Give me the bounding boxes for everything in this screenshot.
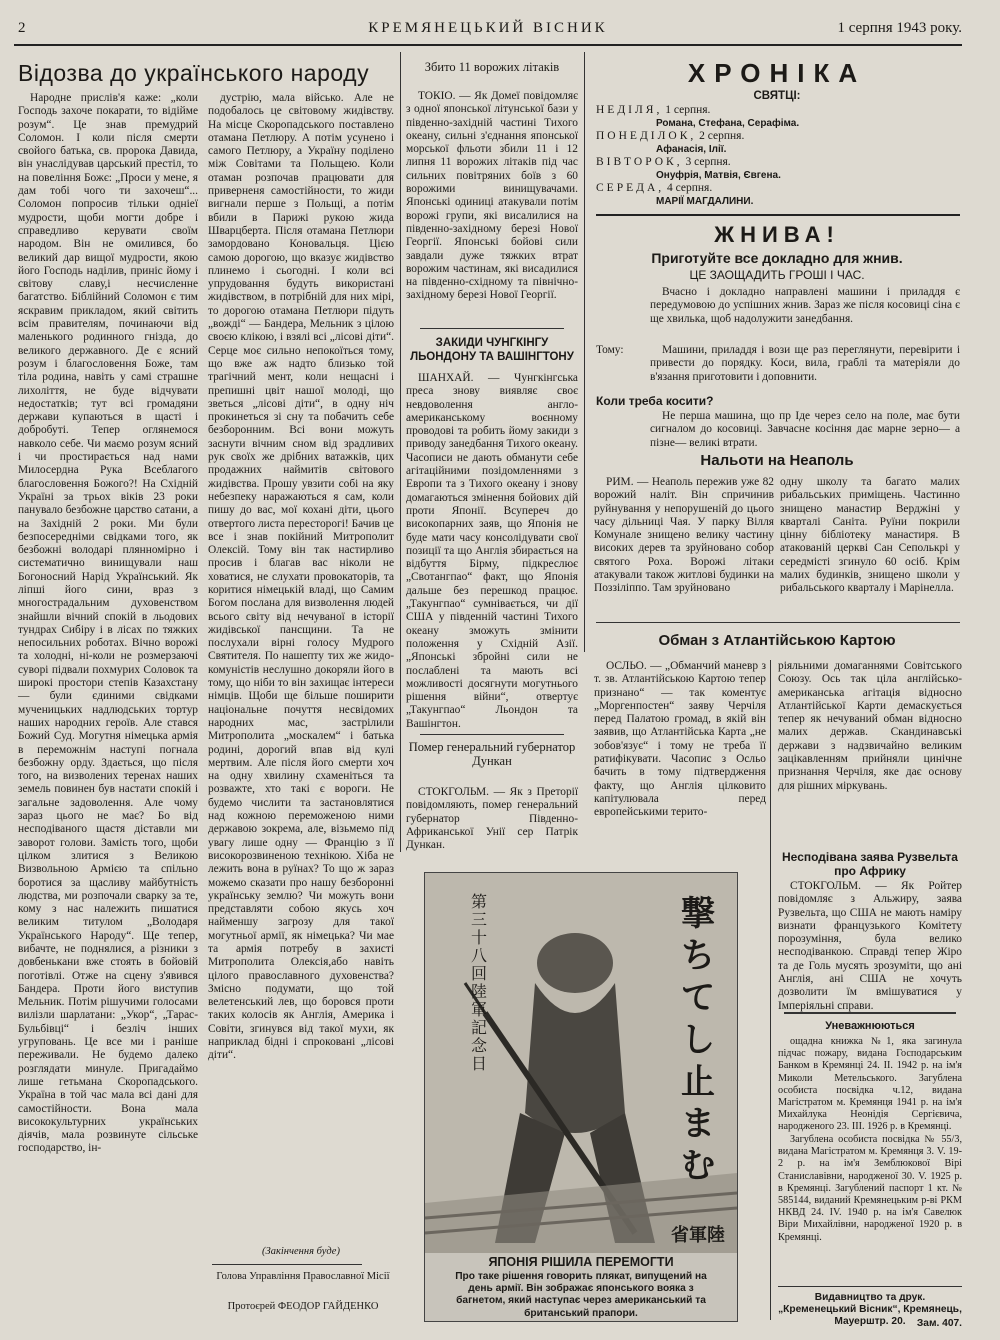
harvest-subtitle: Приготуйте все докладно для жнив. — [651, 250, 903, 266]
article-divider — [420, 734, 564, 735]
duncan-headline: Помер генеральний губернатор Дункан — [408, 740, 576, 768]
section-rule — [596, 214, 960, 216]
signature-title: Голова Управління Православної Місії — [216, 1271, 390, 1282]
naples-article-left: РИМ. — Неаполь пережив уже 82 ворожий наліт. Він спричинив руйнування у непорушеній до цього часу дільниці Чая. У парку Вілля Комунале знищено велику частину високих дерев та зруйновано собор святого Роха. Ворожі літаки атакували також житлові будинки на Поззіліппо. Там зруйновано — [594, 476, 774, 595]
duncan-article — [406, 786, 578, 856]
harvest-para-2: Машини, приладдя і вози ще раз переглянути, перевірити і привести до порядку. Коси, вила, граблі та матеріяли до в'язання приготовити і доповнити. — [650, 344, 960, 383]
article-divider — [420, 328, 564, 329]
masthead — [14, 14, 962, 46]
section-rule — [596, 622, 960, 623]
harvest-lead-label: Тому: — [596, 344, 624, 356]
saints-calendar: НЕДІЛЯ, 1 серпня. Романа, Стефана, Серафіма. ПОНЕДІЛОК, 2 серпня. Афанасія, Ілії. ВІВТОРОК, 3 серпня. Онуфрія, Матвія, Євгена. СЕРЕДА, 4 серпня. МАРІЇ МАГДАЛИНИ. — [596, 104, 962, 208]
harvest-para-1: Вчасно і докладно направлені машини і приладдя є передумовою до успішних жнив. Зараз же після косовиці сіна є ще хвилька, щоб надолужити занедбання. — [650, 286, 960, 325]
chungking-headline: ЗАКИДИ ЧУНГКІНГУ ЛЬОНДОНУ ТА ВАШІНГТОНУ — [410, 337, 574, 363]
section-rule — [784, 1012, 956, 1014]
poster-caption-text: Про таке рішення говорить плякат, випущений на день армії. Він зображає японського вояка з багнетом, який наступає через американський та британський прапори. — [455, 1271, 707, 1319]
tokyo-text: ТОКІО. — Як Домеї повідомляє з одної японської літунської бази у південно-західній частині Тихого океану, сильні з'єднання японської морської фльоти збили 11 і 12 липня 11 ворожих літаків під час сильних повітряних боїв з 60 ворожими винищувачами. Японські одиниці атакували потім ворожі групи, які висалилися на південно-західному березі Нової Георгії. Японські бойові сили завдали дуже тяжких втрат ворожим частинам, які висадилися на південно-східному та північно-західному березі Нової Георгії. — [406, 90, 578, 302]
page-number: 2 — [18, 20, 26, 36]
poster-caption-title: ЯПОНІЯ РІШИЛА ПЕРЕМОГТИ — [488, 1255, 674, 1269]
imprint: Видавництво та друк. „Кременецький Вісник“, Кремянець, Мауерштр. 20. — [778, 1292, 962, 1328]
chungking-article — [406, 372, 578, 732]
naples-article-right: одну школу та багато малих рибальських приміщень. Частинно знищено манастир Верджіні у кварталі Саніта. Руїни покрили цінну бібліотеку манастиря. В атакованій церкві Сан Сеполькрі у середмісті згинуло 60 осіб. Крім малих будинків, знищено школи у рибальського кварталу і Марінелла. — [780, 476, 960, 595]
issue-date: 1 серпня 1943 року. — [837, 20, 962, 36]
roosevelt-headline: Несподівана заява Рузвельта про Африку — [782, 850, 958, 878]
signature-rule — [212, 1264, 362, 1265]
appeal-text-1: Народне прислів'я каже: „коли Господь захоче покарати, то відійме розум“. Це знав премудрий Соломон. І коли після смерти свойого батька, св. пророка Давида, він унаслідував царський престіл, то на повеління Божє: „Проси у мене, я дам тобі чого ти захочеш“... Соломон попросив тільки одніеї мудрости, щоби могти добре і справедливо керувати своїм народом. Він не омилився, бо великий дар вищої мудрости, якою його Господь наділив, приніс йому і світову славу,і несчисленне багатство. Біблійний Соломон є тим яскравим прикладом, який світить всім правителям, починаючи від маленького родинного гнізда, до великого державного. Де є ясний розум і благословення Боже, там тіла родина, навіть у самі страшне лихоліття, не буде відчувати недостатків; тут всі громадяни держави купаються в щасті і добробуті. Тепер оглянемося навколо себе. Чи маємо розум ясний і чи простирається над нами Милосердна Рука Всеблагого благословення Божого?! На Східній Україні за трьох віків 23 роки панувало безбожне царство сатани, а на Західній 2 роки. Ми були безпосередніми свідками того, як безбожні володарі плянномірно і систематично винищували наш Богоносний Нарід Український. Як ліпші його сини, враз з многострадальним духовенством знайшли вічний спокій в льодових тундрах Сибіру і в лісах по тяжких непосильних роботах. Вічно ворожі та холодні, ні-коли не розмерзаючі суворі підвали похмурих Соловок та широкі простори степів Казахстану — були єдиними свідками мученицьких надлюдських тортур наших народних героїв. Але стався Божий Суд. Могутня німецька армія в переможнім наступі погнала безбожну орду. Здається, що після того, на визволених теренах наших земель повинен був настати спокій і загальне задоволення. Але чому зараз цього не має? Бо від несподіваного щастя діставли ми заворот голови. Замість того, щоби цілком злитися з Великою Визвольною Армією та спільно боротися за щасливу майбутність людства, ми розпочали сварку за те, кому з нас належить пишатися великим титулом „Володаря Українського Народу“. Ще тепер, вибачте, не поднялися, а різники з довбенькани вже стоять в бойовій поготівлі. Отже на сцену з'явився Бандера. Проти його виступив Мельник. Потім рішучими голосами вилізли шарлатани: „Укор“, „Тарас-Бульбівці“ і безліч інших угруповань. Це все ми і раніше переживали. Не будемо далеко розглядати минуле. Пригадаймо лише гетьмана Скоропадського. Україна в той час мала всі дані для самостійности. Вона мала висококультурних українських діячів, мала розвинуте сільське господарство, ін- — [18, 92, 198, 1155]
saint-day-entry: ПОНЕДІЛОК, 2 серпня. — [596, 130, 745, 142]
print-order: Зам. 407. — [916, 1318, 962, 1329]
poster-jp-bottom: 省軍陸 — [671, 1225, 725, 1246]
roosevelt-article: СТОКГОЛЬМ. — Як Ройтер повідомляє з Альжиру, заява Рузвельта, що США не мають наміру визнати французького Комітету порозуміння, була велико несподіванкою. Справді тепер Жіро та де Голь мусять зрозуміти, що ані Англія, ані США не хочуть дозволити їм вмішуватися у Імперіяльні справи. — [778, 880, 962, 1012]
notice-text-2: Загублена особиста посвідка № 55/3, видана Магістратом м. Кремянця 3. V. 19-2 р. на ім'я Земблюкової Вірі Станиславівни, народженої 30. V. 1925 р. в Кремянці. Загублений паспорт 1 кт. № 585144, виданий Кремянецьким р-ві РКМ НКВД 24. IV. 1940 р. на ім'я Савелюк Віри Михайлівни, народженої 1920 р. в Кремянці. — [778, 1134, 962, 1243]
signature-name: Протоєрей ФЕОДОР ГАЙДЕНКО — [227, 1301, 379, 1312]
harvest-question: Коли треба косити? — [596, 394, 714, 408]
duncan-text: СТОКГОЛЬМ. — Як з Преторії повідомляють, помер генеральний губернатор Південно-Африканської Унії сер Патрік Дункан. — [406, 786, 578, 852]
saints-label: СВЯТЦІ: — [753, 90, 801, 102]
poster-jp-right: 撃ちてし止まむ — [681, 894, 715, 1186]
section-rule — [778, 1286, 962, 1287]
newspaper-title: КРЕМЯНЕЦЬКИЙ ВІСНИК — [368, 20, 608, 36]
saint-day-entry: ВІВТОРОК, 3 серпня. — [596, 156, 731, 168]
atlantic-article-right: ріяльними домаганнями Совітського Союзу. Ось так ціла англійсько-американська агітація відносно Атлантійської Карти демаскується тепер як нечуваний обман відносно малих держав. Скандинавські держави з надзвичайно великим зацікавленням прийняли цинічне признання Черчіля, яке дає основу для рішних міркувань. — [778, 660, 962, 792]
saint-day-entry: СЕРЕДА, 4 серпня. — [596, 182, 713, 194]
notice-title: Уневажнюються — [825, 1020, 915, 1032]
column-divider — [400, 52, 401, 852]
harvest-subtitle-2: ЦЕ ЗАОЩАДИТЬ ГРОШІ І ЧАС. — [689, 268, 865, 282]
notice-text-1: ощадна книжка №1, яка загинула підчас пожару, видана Господарським Банком в Кремянці 24. II. 1942 р. на ім'я Миколи Метельського. Загублена особиста посвідка ч.12, видана Магістратом м. Кремянця 1941 р. на ім'я Михайлука Неонідія Сергієвича, народженого 23. III. 1926 р. в Кремянці. — [778, 1036, 962, 1133]
tokyo-headline: Збито 11 ворожих літаків — [424, 60, 560, 74]
chronicle-title: ХРОНІКА — [687, 58, 867, 88]
harvest-title: ЖНИВА! — [714, 222, 840, 247]
poster-jp-left: 第三十八回陸軍記念日 — [471, 892, 488, 1073]
appeal-text-2: дустрію, мала військо. Але не подобалось це світовому жидівству. На місце Скоропадського поставлено отамана Петлюру. А потім усунено і самого Петлюру, а Україну поділено між Совітами та Польщею. Коли отаман розпочав працювати для приверненя самостійности, то жиди вигнали перше з Польщі, а потім вбили в Парижі рукою жида Шварцберта. Після отамана Петлюри замордовано Коновальця. Цією самою дорогою, що вказує жидівство плинемо і сьогодні. І коли всі упрудовання будуть використані жидівством, в потрібній для них мірі, то дорогою отамана Петлюри підуть „вожді“ — Бандера, Мельник з цілою своєю клікою, і взялі всі „лісові діти“. Серце моє сильно непокоїться тому, що вже аж надто близько той трагічний мент, коли нещасні і препишні цвіт нашої молоді, що зветься „лісові діти“, в одну ніч прокинеться зі сну та побачить себе безборонним. Всі вони можуть заснути вічним сном від зрадливих рук своїх же дрібних ватажків, цих продажних наймитів світового жидівства. Прошу увзити собі на яку небезпеку наражаються я сам, коли пишу до вас, мої кохані діти, цього отвертого листа пересторогі! Бачив це все і знав покійний Митрополит Олексій. Тому він так настирливо просив і благав вас ніколи не ховатися, не слухати провокаторів, та коритися німецькій владі, що Самим Богом послана для визволення людей всього світу від нечуваної в історії жидівської пансщини. Та не послухали вірні голосу Мудрого Святителя. По нашепту тих же жидо-комуністів неслушно докоряли його в тому, що ніби то він захищає інтереси німців. Щоби ще більше поширити національне почуття несвідомих народних мас, застрілили Митрополита „москалем“ і батька родині, дорогий впав від кулі мертвим. Але після його смерти хоч на одну хвилину схаменіться та розважте, хто такі є вороги. Не будемо числити та застановлятися над кожною переможеною ними державою зокрема, але, візьмемо під увагу лише одну — Францію з її високорозвиненою технікою. Хіба не лежить вона в руїнах? То що ж зараз можемо сказати про нашу безборонні українську землю? Чи можуть вони представляти собою якусь хоч найменшу загрозу для такої могутньої армії, як німецька? Чи мае та армія потребу в захисті Митрополита Олексія,або навіть цілого православного духовенства? Змісно подумати, що той велетенський лев, що боровся проти таких колосів як Англія, Америка і Совіти, згинувся від такої мухи, як наприклад бідні і спроковані „лісові діти“. — [208, 92, 394, 1062]
atlantic-headline: Обман з Атлантійською Картою — [658, 632, 896, 649]
poster-frame — [424, 872, 738, 1322]
column-divider — [770, 660, 771, 1320]
atlantic-article-left: ОСЛЬО. — „Обманчий маневр з т. зв. Атлантійською Картою тепер признано“ — так коментує „Моргенпостен“ заяву Черчіля перед Палатою громад, в якій він заявив, що Атлантійська Карта „не зобов'язує“ і тому не треба її ратифікувати. Часопис з Осльо бачить в тому підтвердження факту, що Англія цілковито капітулювала перед европейськими терито- — [594, 660, 766, 819]
saint-day-entry: НЕДІЛЯ, 1 серпня. — [596, 104, 711, 116]
appeal-column-1 — [18, 92, 198, 1320]
tokyo-article — [406, 90, 578, 322]
harvest-para-3: Не перша машина, що пр Іде через село на поле, має бути сигналом до косовиці. Завчасне косіння дає марне зерно— а пізне— великі втрати. — [650, 410, 960, 449]
chungking-text: ШАНХАЙ. — Чунгкінгська преса знову виявляє своє невдоволення англо-американському воєнному проводові та робить йому закиди з приводу занедбання Тихого океану. Часописи не дають обманути себе агітаційними позідомленнями з Европи та з Тихого океану і знову домагаються змінення бойових дій проти Японії. Всупереч до високопарних заяв, що Японія не буде мати часу консолідувати свої позиції та що Англія збирається на відбуття Бірму, підкреслює „Свотангпао“ факт, що Японія дальше без перешкод працює. „Такунгпао“ сумнівається, чи дії США у південній частині Тихого океану зможуть змінити положення у Східній Азії. „Японські збройні сили не послаблені та мають всі можливості досягнути могутнього рішення війни“, отвертує „Такунгпао“ Льондон та Вашінгтон. — [406, 372, 578, 730]
appeal-column-2 — [208, 92, 394, 1242]
appeal-continued: (Закінчення буде) — [262, 1246, 340, 1257]
appeal-headline: Відозва до українського народу — [18, 60, 370, 86]
naples-headline: Нальоти на Неаполь — [700, 452, 854, 469]
column-divider — [584, 52, 585, 652]
